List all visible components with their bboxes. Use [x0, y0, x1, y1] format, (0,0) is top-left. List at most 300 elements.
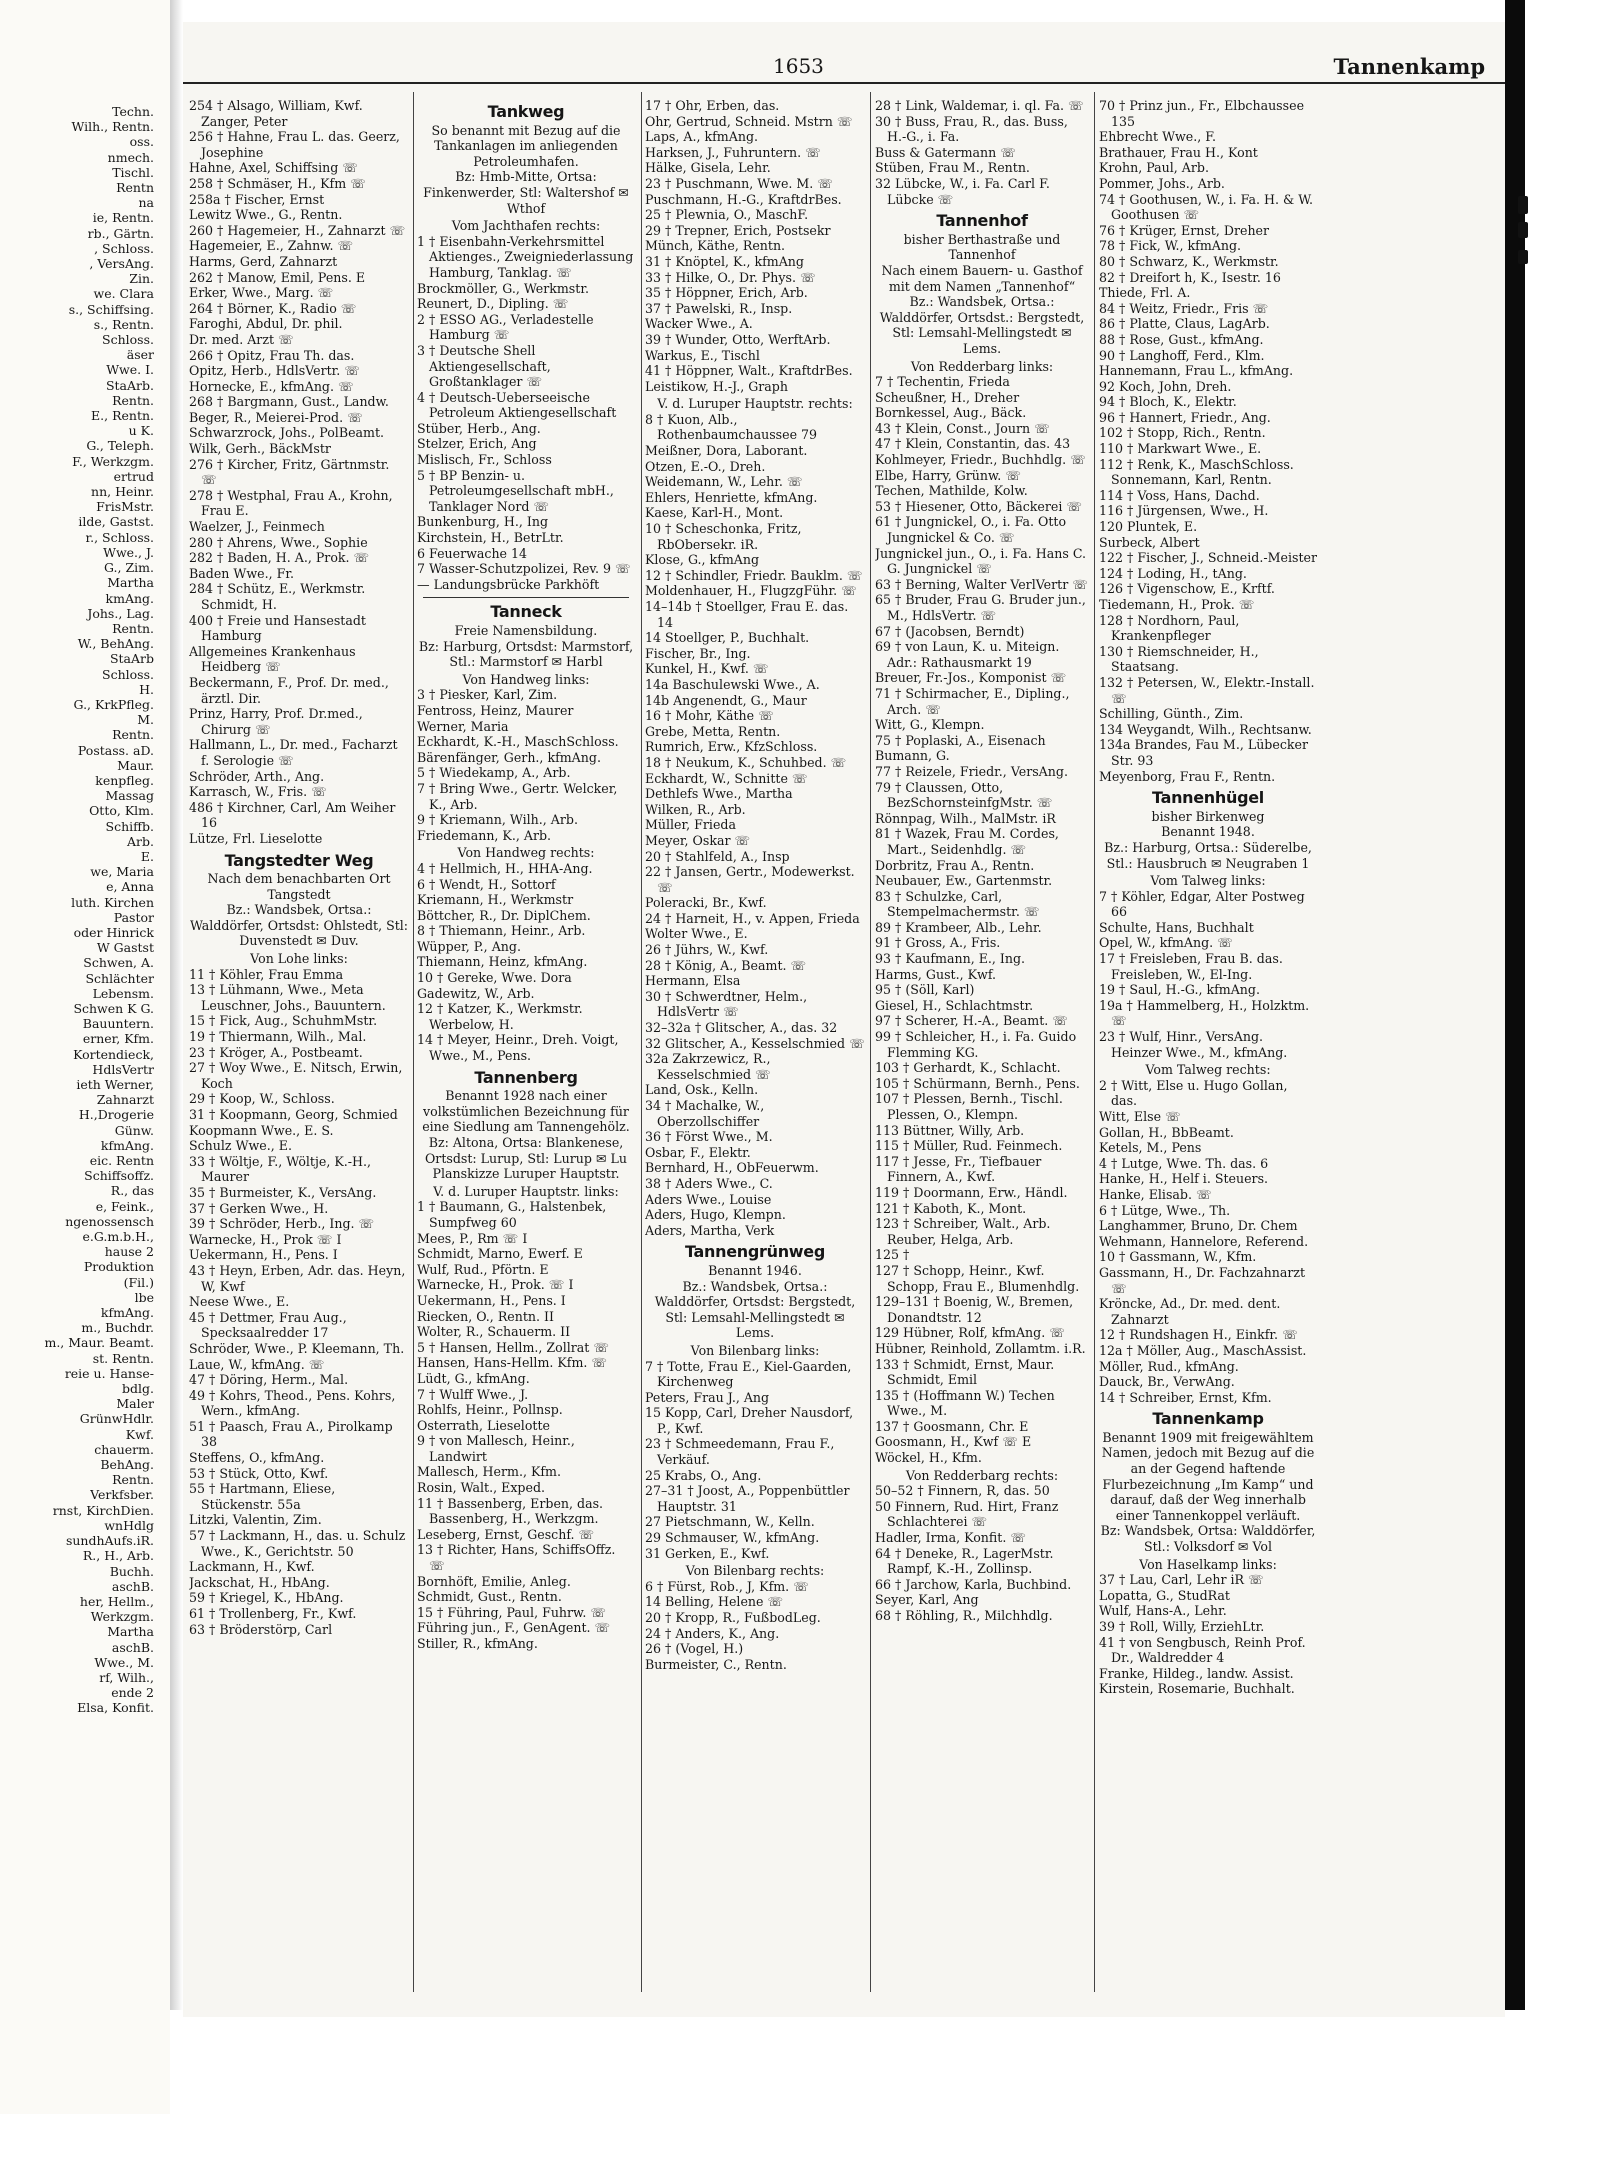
- directory-entry: 11 † Bassenberg, Erben, das. Bassenberg, H., Werkzgm.: [417, 1495, 604, 1527]
- directory-entry: 41 † von Sengbusch, Reinh Prof. Dr., Waldredder 4: [1099, 1634, 1306, 1666]
- directory-entry: Hanke, Elisab. ☏: [1099, 1186, 1212, 1202]
- directory-entry: Mislisch, Fr., Schloss: [417, 452, 552, 468]
- directory-entry: Litzki, Valentin, Zim.: [189, 1512, 322, 1528]
- directory-entry: Weidemann, W., Lehr. ☏: [645, 474, 803, 490]
- page-number: 1653: [773, 54, 824, 78]
- directory-entry: Dauck, Br., VerwAng.: [1099, 1374, 1235, 1390]
- prev-page-line: kfmAng.: [100, 1137, 154, 1153]
- prev-page-line: oder Hinrick: [73, 924, 154, 940]
- directory-entry: Elbe, Harry, Grünw. ☏: [875, 467, 1022, 483]
- directory-entry: Wilk, Gerh., BäckMstr: [189, 441, 331, 457]
- directory-entry: 1 † Baumann, G., Halstenbek, Sumpfweg 60: [417, 1199, 607, 1230]
- directory-entry: 119 † Doormann, Erw., Händl.: [875, 1184, 1068, 1200]
- directory-entry: 256 † Hahne, Frau L. das. Geerz, Josephine: [189, 129, 400, 160]
- directory-entry: 4 † Hellmich, H., HHA-Ang.: [417, 860, 593, 876]
- prev-page-line: Verkfsber.: [90, 1487, 154, 1503]
- directory-entry: Land, Osk., Kelln.: [645, 1082, 759, 1098]
- prev-page-line: Martha: [107, 1624, 154, 1640]
- directory-entry: Klose, G., kfmAng: [645, 552, 760, 568]
- prev-page-line: Buchh.: [109, 1563, 154, 1579]
- directory-entry: Franke, Hildeg., landw. Assist.: [1099, 1665, 1294, 1681]
- street-info: Bz: Hmb-Mitte, Ortsa: Finkenwerder, Stl: Waltershof ✉ Wthof: [423, 169, 629, 216]
- directory-entry: Lüdt, G., kfmAng.: [417, 1370, 530, 1386]
- street-heading: Tannenhof: [936, 211, 1028, 231]
- prev-page-line: R., das: [110, 1183, 154, 1199]
- prev-page-line: kfmAng.: [100, 1305, 154, 1321]
- directory-entry: 39 † Schröder, Herb., Ing. ☏: [189, 1216, 375, 1232]
- directory-entry: Stelzer, Erich, Ang: [417, 436, 537, 452]
- directory-entry: Osbar, F., Elektr.: [645, 1144, 751, 1160]
- directory-entry: 4 † Lutge, Wwe. Th. das. 6: [1099, 1155, 1269, 1171]
- prev-page-line: Schwen, A.: [83, 955, 154, 971]
- directory-entry: 24 † Anders, K., Ang.: [645, 1625, 780, 1641]
- prev-page-line: rf, Wilh.,: [99, 1669, 154, 1685]
- prev-page-line: W Gastst: [96, 940, 154, 956]
- directory-entry: 129 Hübner, Rolf, kfmAng. ☏: [875, 1325, 1065, 1341]
- directory-entry: 264 † Börner, K., Radio ☏: [189, 300, 357, 316]
- directory-entry: Krohn, Paul, Arb.: [1099, 160, 1209, 176]
- directory-entry: 53 † Stück, Otto, Kwf.: [189, 1465, 329, 1481]
- directory-entry: 55 † Hartmann, Eliese, Stückenstr. 55a: [189, 1481, 336, 1512]
- directory-entry: Surbeck, Albert: [1099, 534, 1200, 550]
- directory-entry: Opitz, Herb., HdlsVertr. ☏: [189, 363, 361, 379]
- prev-page-line: E., Rentn.: [91, 408, 154, 424]
- directory-entry: 19 † Saul, H.-G., kfmAng.: [1099, 982, 1260, 998]
- prev-page-line: StaArb.: [105, 377, 154, 393]
- prev-page-line: her, Hellm.,: [79, 1593, 154, 1609]
- directory-entry: 99 † Schleicher, H., i. Fa. Guido Flemming KG.: [875, 1029, 1077, 1060]
- directory-entry: 27 Pietschmann, W., Kelln.: [645, 1514, 815, 1530]
- directory-entry: 400 † Freie und Hansestadt Hamburg: [189, 612, 366, 644]
- directory-entry: Ohr, Gertrud, Schneid. Mstrn ☏: [645, 113, 853, 129]
- directory-entry: Fentross, Heinz, Maurer: [417, 702, 574, 718]
- directory-entry: 126 † Vigenschow, E., Krftf.: [1099, 581, 1275, 597]
- directory-entry: Reunert, D., Dipling. ☏: [417, 296, 569, 312]
- prev-page-line: Schiffb.: [105, 818, 154, 834]
- directory-entry: Hallmann, L., Dr. med., Facharzt f. Serologie ☏: [189, 737, 398, 768]
- prev-page-line: m., Maur. Beamt.: [44, 1335, 154, 1351]
- prev-page-line: Schwen K G.: [73, 1000, 154, 1016]
- directory-entry: Schmidt, Gust., Rentn.: [417, 1589, 562, 1605]
- directory-entry: 113 Büttner, Willy, Arb.: [875, 1122, 1025, 1138]
- directory-entry: 37 † Gerken Wwe., H.: [189, 1200, 329, 1216]
- prev-page-line: Schloss.: [102, 332, 154, 348]
- directory-entry: 80 † Schwarz, K., Werkmstr.: [1099, 253, 1279, 269]
- directory-entry: Uekermann, H., Pens. I: [417, 1292, 566, 1308]
- section-direction: Von Handweg links:: [462, 671, 590, 687]
- section-direction: V. d. Luruper Hauptstr. links:: [433, 1183, 619, 1199]
- prev-page-line: G., Zim.: [104, 560, 154, 576]
- street-note: Benannt 1948.: [1161, 824, 1255, 840]
- directory-entry: 76 † Krüger, Ernst, Dreher: [1099, 222, 1270, 238]
- directory-entry: Hagemeier, E., Zahnw. ☏: [189, 238, 354, 254]
- prev-page-line: Schloss.: [102, 666, 154, 682]
- directory-entry: 37 † Lau, Carl, Lehr iR ☏: [1099, 1572, 1264, 1588]
- directory-entry: Wulf, Rud., Pförtn. E: [417, 1261, 549, 1277]
- directory-entry: Bernhard, H., ObFeuerwm.: [645, 1160, 819, 1176]
- directory-entry: 110 † Markwart Wwe., E.: [1099, 441, 1262, 457]
- directory-entry: 4 † Deutsch-Ueberseeische Petroleum Aktiengesellschaft: [417, 389, 617, 421]
- directory-entry: 89 † Krambeer, Alb., Lehr.: [875, 919, 1042, 935]
- directory-entry: 65 † Bruder, Frau G. Bruder jun., M., HdlsVertr. ☏: [875, 592, 1086, 623]
- directory-entry: Waelzer, J., Feinmech: [189, 519, 325, 535]
- directory-entry: Hübner, Reinhold, Zollamtm. i.R.: [875, 1340, 1086, 1356]
- directory-entry: 33 † Wöltje, F., Wöltje, K.-H., Maurer: [189, 1153, 372, 1185]
- directory-entry: Rohlfs, Heinr., Pollnsp.: [417, 1402, 563, 1418]
- directory-entry: Allgemeines Krankenhaus Heidberg ☏: [189, 643, 356, 675]
- directory-entry: 13 † Lühmann, Wwe., Meta Leuschner, Johs., Bauuntern.: [189, 982, 386, 1013]
- directory-entry: Wehmann, Hannelore, Referend.: [1099, 1233, 1309, 1249]
- directory-entry: Wüpper, P., Ang.: [417, 938, 521, 954]
- directory-entry: 3 † Piesker, Karl, Zim.: [417, 687, 558, 703]
- directory-entry: 10 † Gereke, Wwe. Dora: [417, 970, 572, 986]
- directory-entry: Wilken, R., Arb.: [645, 801, 746, 817]
- prev-page-line: kmAng.: [105, 590, 154, 606]
- directory-entry: 45 † Dettmer, Frau Aug., Specksaalredder 17: [189, 1309, 347, 1341]
- directory-entry: 75 † Poplaski, A., Eisenach: [875, 732, 1046, 748]
- directory-entry: 1 † Eisenbahn-Verkehrsmittel Aktienges., Zweigniederlassung Hamburg, Tanklag. ☏: [417, 233, 634, 280]
- prev-page-line: Kwf.: [125, 1426, 154, 1442]
- prev-page-line: st. Rentn.: [92, 1350, 154, 1366]
- directory-entry: 39 † Wunder, Otto, WerftArb.: [645, 331, 831, 347]
- directory-entry: 83 † Schulzke, Carl, Stempelmachermstr. ☏: [875, 888, 1040, 920]
- directory-entry: 31 † Koopmann, Georg, Schmied: [189, 1107, 398, 1122]
- directory-entry: Techen, Mathilde, Kolw.: [875, 483, 1028, 499]
- prev-page-line: Arb.: [127, 833, 154, 849]
- directory-entry: Otzen, E.-O., Dreh.: [645, 458, 766, 474]
- directory-entry: Harms, Gust., Kwf.: [875, 966, 997, 982]
- directory-entry: 122 † Fischer, J., Schneid.-Meister: [1099, 550, 1317, 566]
- prev-page-line: r., Schloss.: [85, 529, 154, 545]
- directory-entry: Kriemann, H., Werkmstr: [417, 892, 574, 908]
- directory-entry: Beger, R., Meierei-Prod. ☏: [189, 409, 363, 425]
- prev-page-line: Martha: [107, 575, 154, 591]
- directory-entry: 35 † Burmeister, K., VersAng.: [189, 1184, 377, 1200]
- directory-entry: Ehbrecht Wwe., F.: [1099, 129, 1217, 145]
- directory-entry: Warnecke, H., Prok. ☏ I: [417, 1277, 574, 1293]
- directory-entry: 134 Weygandt, Wilh., Rechtsanw.: [1099, 721, 1312, 737]
- prev-page-line: R., H., Arb.: [82, 1548, 154, 1564]
- directory-entry: 70 † Prinz jun., Fr., Elbchaussee 135: [1099, 98, 1305, 129]
- directory-entry: Langhammer, Bruno, Dr. Chem: [1099, 1218, 1298, 1234]
- directory-entry: Steffens, O., kfmAng.: [189, 1450, 325, 1466]
- directory-entry: 6 † Fürst, Rob., J, Kfm. ☏: [645, 1578, 809, 1594]
- column-divider: [413, 92, 414, 1992]
- directory-entry: 90 † Langhoff, Ferd., Klm.: [1099, 347, 1265, 363]
- prev-page-line: Postass. aD.: [77, 742, 154, 758]
- directory-entry: Mees, P., Rm ☏ I: [417, 1230, 528, 1246]
- prev-page-line: Tischl.: [112, 164, 154, 180]
- directory-entry: 284 † Schütz, E., Werkmstr. Schmidt, H.: [189, 581, 366, 612]
- directory-entry: Warnecke, H., Prok ☏ I: [189, 1231, 342, 1247]
- prev-page-line: luth. Kirchen: [71, 894, 154, 910]
- directory-entry: 27 † Woy Wwe., E. Nitsch, Erwin, Koch: [189, 1060, 403, 1091]
- directory-entry: 24 † Harneit, H., v. Appen, Frieda: [645, 910, 860, 926]
- prev-page-line: GrünwHdlr.: [79, 1411, 154, 1427]
- prev-page-line: nmech.: [107, 149, 154, 165]
- directory-entry: Kunkel, H., Kwf. ☏: [645, 661, 769, 677]
- directory-entry: 129–131 † Boenig, W., Bremen, Donandtstr. 12: [875, 1294, 1074, 1325]
- directory-entry: 57 † Lackmann, H., das. u. Schulz Wwe., K., Gerichtstr. 50: [189, 1528, 406, 1559]
- directory-entry: Bumann, G.: [875, 748, 950, 764]
- directory-entry: Harms, Gerd, Zahnarzt: [189, 253, 338, 269]
- directory-entry: Laps, A., kfmAng.: [645, 129, 759, 145]
- directory-entry: Beckermann, F., Prof. Dr. med., ärztl. Dir.: [189, 674, 389, 706]
- directory-entry: Aders, Hugo, Klempn.: [645, 1207, 786, 1223]
- prev-page-line: lbe: [134, 1289, 154, 1305]
- directory-entry: Brockmöller, G., Werkmstr.: [417, 280, 589, 296]
- prev-page-line: Maler: [116, 1396, 154, 1412]
- street-info: Bz.: Wandsbek, Ortsa.: Walddörfer, Ortsdst: Bergstedt, Stl: Lemsahl-Mellingstedt ✉ Lems.: [654, 1278, 856, 1341]
- directory-entry: Hansen, Hans-Hellm. Kfm. ☏: [417, 1355, 608, 1371]
- directory-entry: 26 † Jührs, W., Kwf.: [645, 942, 769, 958]
- directory-entry: 116 † Jürgensen, Wwe., H.: [1099, 503, 1269, 519]
- directory-entry: Müller, Frieda: [645, 817, 736, 833]
- directory-entry: 26 † (Vogel, H.): [645, 1641, 744, 1657]
- directory-entry: 20 † Stahlfeld, A., Insp: [645, 848, 790, 864]
- directory-entry: Hälke, Gisela, Lehr.: [645, 160, 771, 176]
- column-divider: [1094, 92, 1095, 1992]
- directory-entry: 10 † Gassmann, W., Kfm.: [1099, 1249, 1257, 1265]
- directory-entry: 29 Schmauser, W., kfmAng.: [645, 1530, 820, 1546]
- directory-entry: Dethlefs Wwe., Martha: [645, 786, 793, 802]
- directory-entry: 12 † Katzer, K., Werkmstr. Werbelow, H.: [417, 1001, 583, 1032]
- directory-entry: 14 Stoellger, P., Buchhalt.: [645, 630, 810, 646]
- directory-entry: Gollan, H., BbBeamt.: [1099, 1124, 1234, 1140]
- directory-entry: Thiede, Frl. A.: [1099, 285, 1191, 301]
- thumb-index-mark: [1518, 222, 1528, 238]
- directory-entry: Jackschat, H., HbAng.: [189, 1574, 330, 1590]
- column-2: [417, 98, 635, 2008]
- directory-entry: Neese Wwe., E.: [189, 1294, 290, 1310]
- directory-entry: 94 † Bloch, K., Elektr.: [1099, 394, 1237, 410]
- directory-entry: 92 Koch, John, Dreh.: [1099, 378, 1232, 394]
- prev-page-line: ie, Rentn.: [92, 210, 154, 226]
- street-info: So benannt mit Bezug auf die Tankanlagen im anliegenden Petroleumhafen.: [431, 122, 621, 169]
- directory-entry: — Landungsbrücke Parkhöft: [417, 576, 600, 592]
- directory-entry: Lütze, Frl. Lieselotte: [189, 830, 323, 846]
- prev-page-line: Schiffsoffz.: [84, 1168, 154, 1184]
- section-direction: Von Redderbarg rechts:: [905, 1467, 1059, 1483]
- section-direction: Von Bilenbarg rechts:: [685, 1563, 825, 1579]
- prev-page-line: e, Feink.,: [95, 1198, 154, 1214]
- prev-page-line: Werkzgm.: [90, 1609, 154, 1625]
- street-info: Bz.: Wandsbek, Ortsa.: Walddörfer, Ortsdst: Ohlstedt, Stl: Duvenstedt ✉ Duv.: [189, 902, 409, 949]
- section-direction: Von Lohe links:: [250, 951, 348, 967]
- prev-page-line: rb., Gärtn.: [87, 225, 154, 241]
- column-4: [875, 98, 1089, 2008]
- prev-page-line: s., Schiffsing.: [68, 301, 154, 317]
- prev-page-line: chauerm.: [94, 1441, 154, 1457]
- directory-entry: Kirchstein, H., BetrLtr.: [417, 530, 564, 546]
- thumb-index-mark: [1518, 196, 1528, 214]
- section-direction: Von Bilenbarg links:: [690, 1342, 820, 1358]
- directory-entry: Koopmann Wwe., E. S.: [189, 1122, 334, 1138]
- section-direction: V. d. Luruper Hauptstr. rechts:: [657, 396, 853, 412]
- directory-entry: 14–14b † Stoellger, Frau E. das. 14: [645, 599, 849, 630]
- directory-entry: Brathauer, Frau H., Kont: [1099, 144, 1258, 160]
- street-info: Bz.: Wandsbek, Ortsa.: Walddörfer, Ortsdst.: Bergstedt, Stl: Lemsahl-Mellingstedt ✉ Lems.: [879, 294, 1085, 356]
- directory-entry: Giesel, H., Schlachtmstr.: [875, 997, 1034, 1013]
- directory-entry: Bunkenburg, H., Ing: [417, 514, 549, 530]
- directory-entry: Neubauer, Ew., Gartenmstr.: [875, 873, 1053, 889]
- directory-entry: 67 † (Jacobsen, Berndt): [875, 623, 1025, 639]
- directory-entry: 262 † Manow, Emil, Pens. E: [189, 269, 366, 285]
- directory-entry: 50–52 † Finnern, R, das. 50: [875, 1483, 1050, 1499]
- prev-page-line: sundhAufs.iR.: [65, 1533, 154, 1549]
- directory-entry: Aders Wwe., Louise: [645, 1191, 772, 1207]
- directory-entry: 23 † Wulf, Hinr., VersAng. Heinzer Wwe., M., kfmAng.: [1099, 1029, 1288, 1060]
- directory-entry: Tiedemann, H., Prok. ☏: [1099, 597, 1255, 612]
- street-heading: Tannenhügel: [1152, 788, 1264, 808]
- directory-entry: Osterrath, Lieselotte: [417, 1417, 550, 1433]
- directory-entry: Werner, Maria: [417, 718, 509, 734]
- directory-entry: Leseberg, Ernst, Geschf. ☏: [417, 1526, 595, 1542]
- street-heading: Tankweg: [487, 102, 565, 121]
- prev-page-line: oss.: [129, 134, 154, 150]
- directory-entry: 7 † Wulff Wwe., J.: [417, 1386, 529, 1402]
- directory-entry: 6 Feuerwache 14: [417, 545, 528, 561]
- page-gutter: [170, 0, 183, 2010]
- directory-entry: 19 † Thiermann, Wilh., Mal.: [189, 1029, 367, 1045]
- directory-entry: 61 † Trollenberg, Fr., Kwf.: [189, 1606, 357, 1621]
- directory-entry: 7 † Totte, Frau E., Kiel-Gaarden, Kirchenweg: [645, 1358, 852, 1390]
- directory-entry: Poleracki, Br., Kwf.: [645, 895, 767, 911]
- directory-entry: 84 † Weitz, Friedr., Fris ☏: [1099, 300, 1269, 316]
- prev-page-line: E.: [140, 848, 154, 864]
- prev-page-line: Günw.: [114, 1122, 154, 1138]
- directory-entry: 16 † Mohr, Käthe ☏: [645, 708, 774, 724]
- directory-entry: 27–31 † Joost, A., Poppenbüttler Hauptstr. 31: [645, 1483, 850, 1514]
- directory-entry: 103 † Gerhardt, K., Schlacht.: [875, 1060, 1061, 1076]
- prev-page-line: BehAng.: [100, 1457, 154, 1473]
- directory-entry: 63 † Bröderstörp, Carl: [189, 1621, 333, 1637]
- prev-page-line: ngenossensch: [65, 1213, 154, 1229]
- directory-entry: 32–32a † Glitscher, A., das. 32: [645, 1020, 838, 1036]
- prev-page-line: Lebensm.: [92, 985, 154, 1001]
- prev-page-line: erner, Kfm.: [82, 1031, 154, 1047]
- directory-entry: Schulz Wwe., E.: [189, 1138, 292, 1154]
- column-divider: [641, 92, 642, 1992]
- directory-entry: Lackmann, H., Kwf.: [189, 1559, 315, 1575]
- prev-page-line: Rentn.: [112, 392, 154, 408]
- street-heading: Tangstedter Weg: [224, 850, 374, 870]
- directory-entry: 78 † Fick, W., kfmAng.: [1099, 238, 1242, 254]
- prev-page-line: ilde, Gastst.: [78, 514, 154, 530]
- directory-entry: Hornecke, E., kfmAng. ☏: [189, 378, 354, 394]
- section-direction: Von Handweg rechts:: [457, 845, 595, 861]
- directory-entry: 132 † Petersen, W., Elektr.-Install. ☏: [1099, 674, 1315, 706]
- prev-page-line: bdlg.: [122, 1381, 154, 1397]
- directory-entry: Meißner, Dora, Laborant.: [645, 443, 808, 459]
- prev-page-line: hause 2: [104, 1244, 154, 1260]
- directory-entry: 91 † Gross, A., Fris.: [875, 935, 1001, 951]
- directory-entry: 7 Wasser-Schutzpolizei, Rev. 9 ☏: [417, 561, 631, 577]
- prev-page-line: e, Anna: [106, 879, 154, 895]
- directory-entry: 13 † Richter, Hans, SchiffsOffz. ☏: [417, 1542, 616, 1574]
- directory-entry: Opel, W., kfmAng. ☏: [1099, 935, 1233, 951]
- directory-entry: Wacker Wwe., A.: [645, 316, 753, 332]
- directory-entry: Grebe, Metta, Rentn.: [645, 723, 781, 739]
- street-note: bisher Berthastraße und Tannenhof: [903, 231, 1061, 263]
- prev-page-line: Rentn.: [112, 727, 154, 743]
- directory-entry: 30 † Buss, Frau, R., das. Buss, H.-G., i. Fa.: [875, 113, 1068, 145]
- directory-entry: 32 Lübcke, W., i. Fa. Carl F. Lübcke ☏: [875, 175, 1050, 207]
- directory-entry: 8 † Kuon, Alb., Rothenbaumchaussee 79: [645, 411, 818, 443]
- directory-entry: Ehlers, Henriette, kfmAng.: [645, 489, 818, 505]
- prev-page-line: Rentn.: [112, 620, 154, 636]
- section-direction: Von Redderbarg links:: [910, 358, 1054, 374]
- prev-page-line: H.: [139, 681, 154, 697]
- column-3: [645, 98, 865, 2008]
- directory-entry: 5 † Hansen, Hellm., Zollrat ☏: [417, 1339, 610, 1355]
- directory-entry: 102 † Stopp, Rich., Rentn.: [1099, 425, 1266, 441]
- prev-page-line: Pastor: [113, 909, 154, 925]
- directory-entry: Buss & Gatermann ☏: [875, 144, 1017, 160]
- directory-entry: 95 † (Söll, Karl): [875, 982, 975, 998]
- thumb-index-mark: [1518, 250, 1528, 264]
- directory-entry: 124 † Loding, H., tAng.: [1099, 565, 1247, 581]
- directory-entry: Uekermann, H., Pens. I: [189, 1247, 338, 1263]
- directory-entry: 10 † Scheschonka, Fritz, RbObersekr. iR.: [645, 521, 802, 552]
- directory-entry: 12a † Möller, Aug., MaschAssist.: [1099, 1342, 1307, 1358]
- directory-entry: Prinz, Harry, Prof. Dr.med., Chirurg ☏: [189, 706, 363, 737]
- directory-entry: 20 † Kropp, R., FußbodLeg.: [645, 1610, 821, 1625]
- street-note: Freie Namensbildung.: [454, 623, 598, 638]
- street-heading: Tannenberg: [474, 1067, 578, 1087]
- directory-entry: 15 † Fick, Aug., SchuhmMstr.: [189, 1013, 378, 1029]
- directory-entry: 28 † Link, Waldemar, i. ql. Fa. ☏: [875, 98, 1084, 113]
- directory-entry: 77 † Reizele, Friedr., VersAng.: [875, 763, 1068, 779]
- section-direction: Von Haselkamp links:: [1139, 1556, 1277, 1572]
- directory-entry: Leistikow, H.-J., Graph: [645, 378, 788, 394]
- prev-page-line: , Schloss.: [94, 240, 154, 256]
- directory-entry: 18 † Neukum, K., Schuhbed. ☏: [645, 754, 847, 770]
- prev-page-line: aschB.: [111, 1639, 154, 1655]
- directory-entry: Seyer, Karl, Ang: [875, 1592, 979, 1608]
- directory-entry: Jungnickel jun., O., i. Fa. Hans C. G. Jungnickel ☏: [875, 545, 1087, 577]
- prev-page-line: e.G.m.b.H.,: [82, 1229, 154, 1245]
- directory-entry: 135 † (Hoffmann W.) Techen Wwe., M.: [875, 1387, 1055, 1419]
- directory-entry: 128 † Nordhorn, Paul, Krankenpfleger: [1099, 612, 1240, 644]
- directory-entry: 125 †: [875, 1247, 910, 1263]
- directory-entry: 12 † Rundshagen H., Einkfr. ☏: [1099, 1327, 1298, 1343]
- section-direction: Vom Talweg rechts:: [1145, 1062, 1271, 1078]
- directory-entry: 64 † Deneke, R., LagerMstr. Rampf, K.-H., Zollinsp.: [875, 1545, 1054, 1577]
- directory-entry: Dorbritz, Frau A., Rentn.: [875, 857, 1035, 873]
- directory-entry: 69 † von Laun, K. u. Miteign. Adr.: Rathausmarkt 19: [875, 639, 1060, 670]
- directory-entry: 107 † Plessen, Bernh., Tischl. Plessen, O., Klempn.: [875, 1091, 1063, 1122]
- directory-entry: 14 Belling, Helene ☏: [645, 1594, 784, 1610]
- directory-entry: 17 † Freisleben, Frau B. das. Freisleben, W., El-Ing.: [1099, 951, 1283, 982]
- directory-entry: 41 † Höppner, Walt., KraftdrBes.: [645, 363, 853, 379]
- directory-entry: Ketels, M., Pens: [1099, 1140, 1202, 1156]
- directory-entry: 117 † Jesse, Fr., Tiefbauer Finnern, A., Kwf.: [875, 1153, 1042, 1185]
- directory-entry: 112 † Renk, K., MaschSchloss. Sonnemann, Karl, Rentn.: [1099, 456, 1294, 488]
- directory-entry: Schröder, Wwe., P. Kleemann, Th.: [189, 1340, 405, 1356]
- directory-entry: 97 † Scherer, H.-A., Beamt. ☏: [875, 1013, 1069, 1029]
- prev-page-line: M.: [137, 712, 154, 728]
- directory-entry: 133 † Schmidt, Ernst, Maur. Schmidt, Emil: [875, 1356, 1055, 1388]
- directory-entry: 23 † Kröger, A., Postbeamt.: [189, 1044, 363, 1060]
- prev-page-line: Maur.: [117, 757, 154, 773]
- directory-entry: Münch, Käthe, Rentn.: [645, 238, 786, 254]
- section-direction: Vom Talweg links:: [1150, 873, 1266, 889]
- directory-entry: 115 † Müller, Rud. Feinmech.: [875, 1138, 1063, 1154]
- directory-entry: Faroghi, Abdul, Dr. phil.: [189, 316, 343, 332]
- directory-entry: 29 † Trepner, Erich, Postsekr: [645, 222, 831, 238]
- directory-entry: Kaese, Karl-H., Mont.: [645, 505, 784, 521]
